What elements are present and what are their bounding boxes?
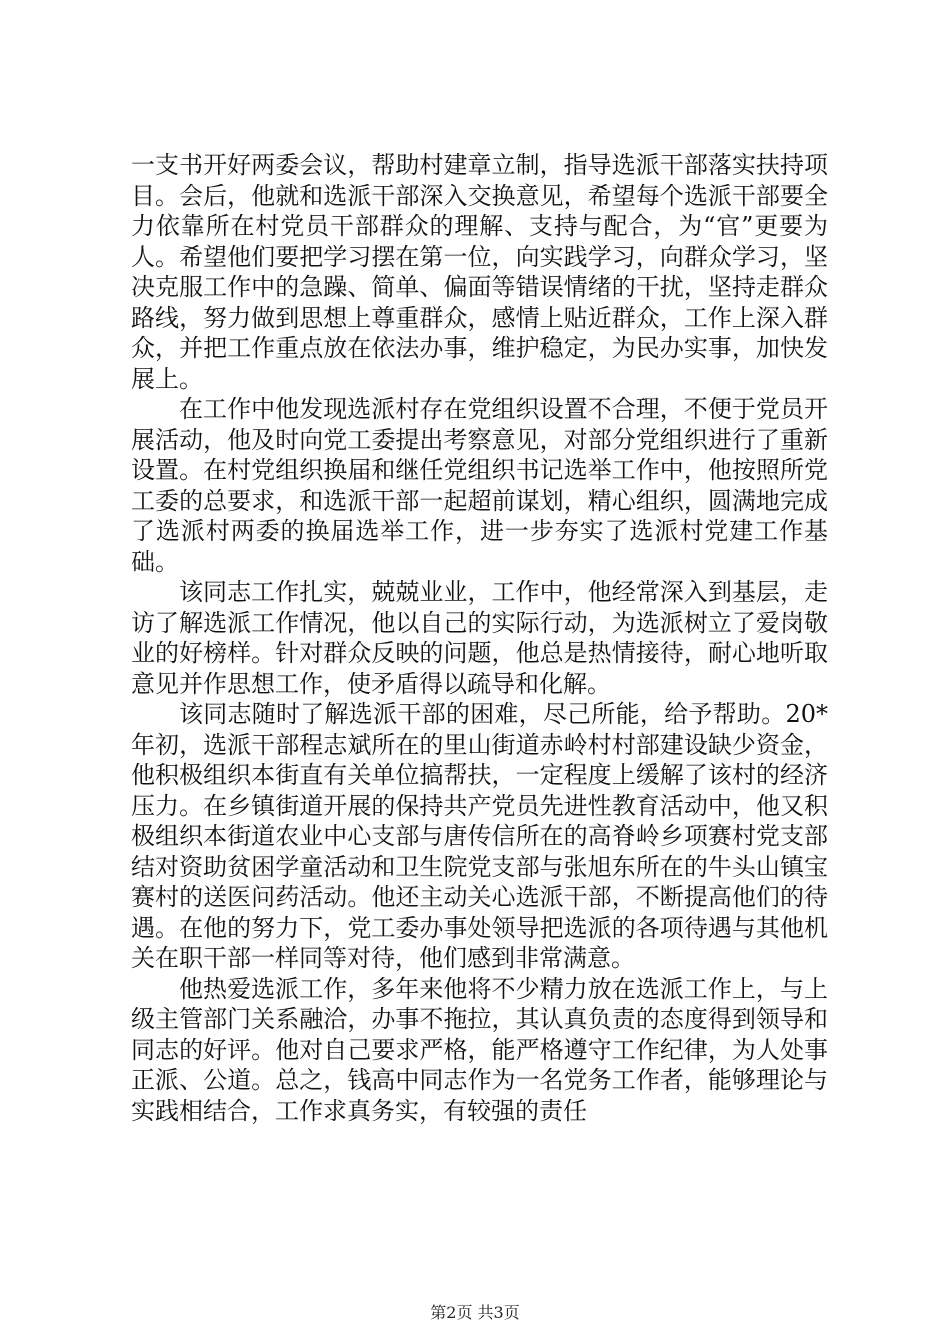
- paragraph-2: 在工作中他发现选派村存在党组织设置不合理，不便于党员开展活动，他及时向党工委提出考察意见，对部分党组织进行了重新设置。在村党组织换届和继任党组织书记选举工作中，他按照所党工委的总要求，和选派干部一起超前谋划，精心组织，圆满地完成了选派村两委的换届选举工作，进一步夯实了选派村党建工作基础。: [131, 395, 828, 576]
- paragraph-5: 他热爱选派工作，多年来他将不少精力放在选派工作上，与上级主管部门关系融洽，办事不拖拉，其认真负责的态度得到领导和同志的好评。他对自己要求严格，能严格遵守工作纪律，为人处事正派、公道。总之，钱高中同志作为一名党务工作者，能够理论与实践相结合，工作求真务实，有较强的责任: [131, 974, 828, 1125]
- paragraph-3: 该同志工作扎实，兢兢业业，工作中，他经常深入到基层，走访了解选派工作情况，他以自己的实际行动，为选派树立了爱岗敬业的好榜样。针对群众反映的问题，他总是热情接待，耐心地听取意见并作思想工作，使矛盾得以疏导和化解。: [131, 578, 828, 698]
- paragraph-4: 该同志随时了解选派干部的困难，尽己所能，给予帮助。20*年初，选派干部程志斌所在的里山街道赤岭村村部建设缺少资金，他积极组织本街直有关单位搞帮扶，一定程度上缓解了该村的经济压力。在乡镇街道开展的保持共产党员先进性教育活动中，他又积极组织本街道农业中心支部与唐传信所在的高脊岭乡项赛村党支部结对资助贫困学童活动和卫生院党支部与张旭东所在的牛头山镇宝赛村的送医问药活动。他还主动关心选派干部，不断提高他们的待遇。在他的努力下，党工委办事处领导把选派的各项待遇与其他机关在职干部一样同等对待，他们感到非常满意。: [131, 700, 828, 972]
- page-footer: 第2页 共3页: [430, 1303, 520, 1322]
- document-body: [131, 150, 828, 1126]
- paragraph-1: 一支书开好两委会议，帮助村建章立制，指导选派干部落实扶持项目。会后，他就和选派干部深入交换意见，希望每个选派干部要全力依靠所在村党员干部群众的理解、支持与配合，为“官”更要为人。希望他们要把学习摆在第一位，向实践学习，向群众学习，坚决克服工作中的急躁、简单、偏面等错误情绪的干扰，坚持走群众路线，努力做到思想上尊重群众，感情上贴近群众，工作上深入群众，并把工作重点放在依法办事，维护稳定，为民办实事，加快发展上。: [131, 151, 828, 393]
